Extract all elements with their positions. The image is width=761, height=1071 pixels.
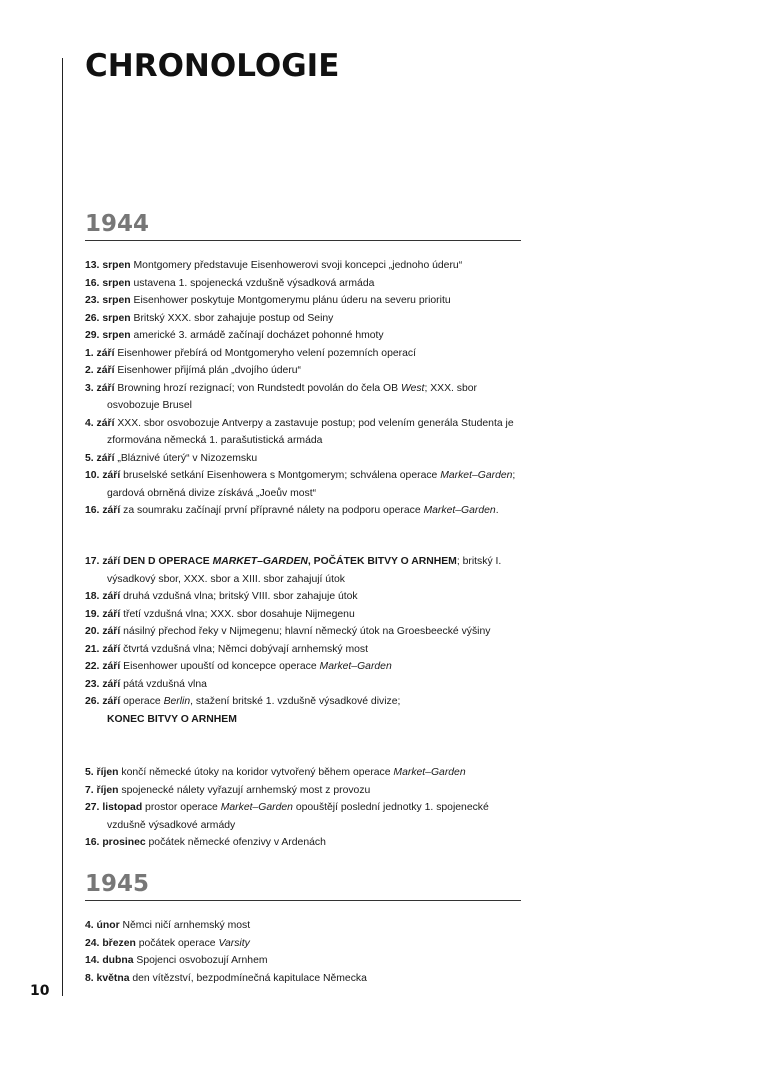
timeline-entry: 21. září čtvrtá vzdušná vlna; Němci dobývají arnhemský most [85,643,368,655]
timeline-entry: 3. září Browning hrozí rezignací; von Rundstedt povolán do čela OB West; XXX. sbor osvobozuje Brusel [85,382,477,411]
timeline-entry: 22. září Eisenhower upouští od koncepce operace Market–Garden [85,661,392,672]
year-heading-1945: 1945 [85,871,521,901]
timeline-entry: 5. září „Bláznivé úterý“ v Nizozemsku [85,452,258,464]
timeline-entry: 26. září operace Berlin, stažení britské 1. vzdušně výsadkové divize; KONEC BITVY O ARNHEM [85,696,401,725]
timeline-group-2 [85,553,525,728]
timeline-entry: 4. září XXX. sbor osvobozuje Antverpy a zastavuje postup; pod velením generála Studenta je zformována německá 1. parašutistická armáda [85,417,514,446]
timeline-entry: 24. březen počátek operace Varsity [85,937,250,949]
timeline-entry: 16. srpen ustavena 1. spojenecká vzdušně výsadková armáda [85,277,375,289]
timeline-entry: 13. srpen Montgomery představuje Eisenhowerovi svoji koncepci „jednoho úderu“ [85,260,463,271]
timeline-entry: 7. říjen spojenecké nálety vyřazují arnhemský most z provozu [85,784,371,796]
timeline-entry: 1. září Eisenhower přebírá od Montgomeryho velení pozemních operací [85,347,416,359]
timeline-entry: 23. září pátá vzdušná vlna [85,678,207,690]
page-number: 10 [30,983,50,999]
page-title: CHRONOLOGIE [85,48,340,84]
timeline-entry: 8. května den vítězství, bezpodmínečná kapitulace Německa [85,972,367,984]
timeline-entry: 2. září Eisenhower přijímá plán „dvojího úderu“ [85,365,302,376]
timeline-group-3 [85,764,525,852]
timeline-entry: 14. dubna Spojenci osvobozují Arnhem [85,955,268,966]
timeline-entry: 10. září bruselské setkání Eisenhowera s Montgomerym; schválena operace Market–Garden; gardová obrněná divize získává „Joeův most“ [85,470,516,499]
timeline-entry: 26. srpen Britský XXX. sbor zahajuje postup od Seiny [85,312,334,324]
timeline-entry: 5. říjen končí německé útoky na koridor vytvořený během operace Market–Garden [85,767,466,778]
timeline-entry: 29. srpen americké 3. armádě začínají docházet pohonné hmoty [85,330,384,341]
timeline-group-1 [85,257,525,520]
timeline-entry: 20. září násilný přechod řeky v Nijmegenu; hlavní německý útok na Groesbeecké výšiny [85,626,491,637]
timeline-entry: 23. srpen Eisenhower poskytuje Montgomerymu plánu úderu na severu prioritu [85,295,451,306]
timeline-entry: 4. únor Němci ničí arnhemský most [85,920,251,931]
timeline-entry: 16. září za soumraku začínají první přípravné nálety na podporu operace Market–Garden. [85,505,499,516]
timeline-entry: 19. září třetí vzdušná vlna; XXX. sbor dosahuje Nijmegenu [85,608,355,620]
timeline-entry: 17. září DEN D OPERACE MARKET–GARDEN, POČÁTEK BITVY O ARNHEM; britský I. výsadkový sbor, XXX. sbor a XIII. sbor zahajují útok [85,556,502,585]
timeline-entry: 27. listopad prostor operace Market–Garden opouštějí poslední jednotky 1. spojenecké vzdušně výsadkové armády [85,802,489,831]
year-heading-1944: 1944 [85,211,521,241]
timeline-entry: 16. prosinec počátek německé ofenzivy v Ardenách [85,837,326,848]
margin-rule [62,58,63,996]
timeline-group-4 [85,917,525,987]
timeline-entry: 18. září druhá vzdušná vlna; britský VIII. sbor zahajuje útok [85,591,358,602]
